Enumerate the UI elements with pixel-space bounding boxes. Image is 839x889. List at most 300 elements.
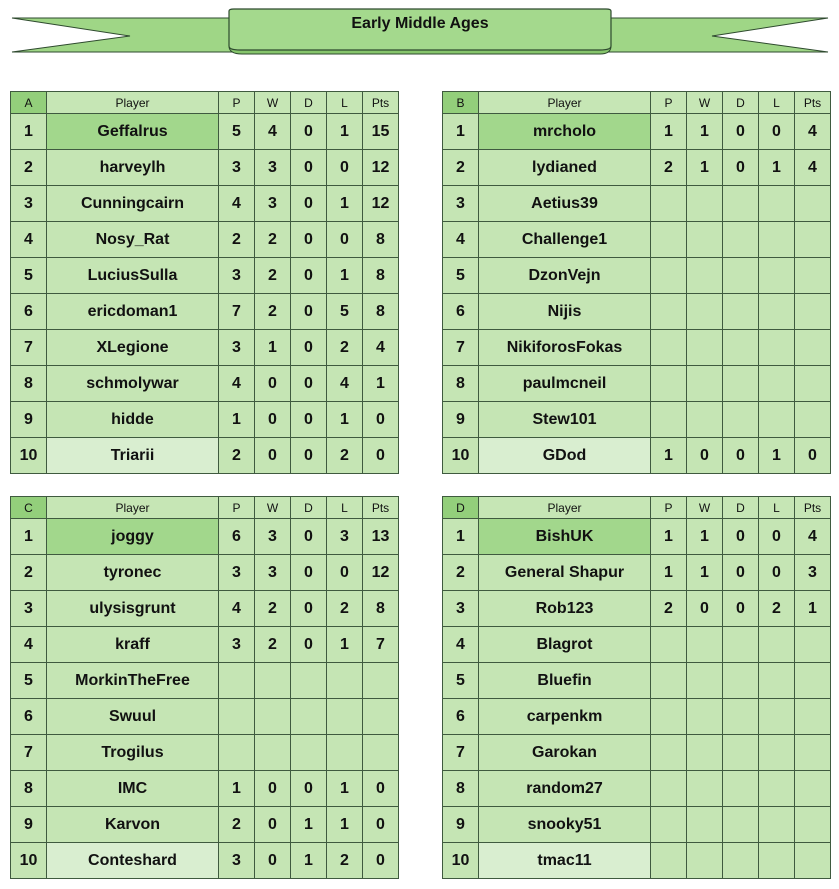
- column-header-l: L: [759, 92, 795, 114]
- stat-w: 3: [255, 519, 291, 555]
- standings-row: [11, 186, 399, 222]
- stat-pts: [363, 735, 399, 771]
- stat-pts: 4: [795, 519, 831, 555]
- standings-row: [11, 258, 399, 294]
- stat-p: 1: [651, 555, 687, 591]
- rank-cell: 7: [443, 735, 479, 771]
- stat-p: 4: [219, 366, 255, 402]
- rank-cell: 1: [443, 519, 479, 555]
- stat-pts: 4: [795, 150, 831, 186]
- standings-row: [443, 114, 831, 150]
- stat-p: 4: [219, 186, 255, 222]
- column-header-p: P: [651, 92, 687, 114]
- standings-row: [443, 438, 831, 474]
- stat-p: 7: [219, 294, 255, 330]
- stat-pts: [795, 771, 831, 807]
- title-banner: [0, 0, 839, 60]
- stat-p: 3: [219, 150, 255, 186]
- stat-w: [687, 627, 723, 663]
- player-name: GDod: [479, 438, 651, 474]
- stat-w: [687, 366, 723, 402]
- standings-row: [443, 771, 831, 807]
- column-header-pts: Pts: [795, 92, 831, 114]
- stat-p: [651, 186, 687, 222]
- group-letter: C: [11, 497, 47, 519]
- player-name: Stew101: [479, 402, 651, 438]
- rank-cell: 3: [11, 591, 47, 627]
- stat-p: [219, 699, 255, 735]
- group-table-d: [442, 496, 831, 879]
- standings-row: [11, 150, 399, 186]
- column-header-d: D: [723, 92, 759, 114]
- group-letter: A: [11, 92, 47, 114]
- player-name: Conteshard: [47, 843, 219, 879]
- rank-cell: 9: [443, 402, 479, 438]
- stat-w: 1: [687, 114, 723, 150]
- column-header-w: W: [255, 497, 291, 519]
- rank-cell: 3: [11, 186, 47, 222]
- stat-l: [759, 735, 795, 771]
- player-name: carpenkm: [479, 699, 651, 735]
- stat-p: 6: [219, 519, 255, 555]
- stat-d: [723, 222, 759, 258]
- stat-pts: [795, 366, 831, 402]
- stat-p: 2: [651, 150, 687, 186]
- stat-p: 3: [219, 843, 255, 879]
- stat-w: 0: [687, 591, 723, 627]
- group-letter: D: [443, 497, 479, 519]
- stat-w: [687, 222, 723, 258]
- stat-d: 0: [291, 258, 327, 294]
- stat-l: [759, 330, 795, 366]
- standings-row: [443, 663, 831, 699]
- stat-pts: 12: [363, 555, 399, 591]
- stat-w: [687, 258, 723, 294]
- stat-pts: 1: [795, 591, 831, 627]
- stat-pts: 8: [363, 294, 399, 330]
- stat-l: [759, 294, 795, 330]
- stat-d: 0: [723, 114, 759, 150]
- stat-p: 5: [219, 114, 255, 150]
- column-header-player: Player: [479, 497, 651, 519]
- standings-row: [443, 366, 831, 402]
- group-letter: B: [443, 92, 479, 114]
- stat-l: [759, 663, 795, 699]
- stat-w: 2: [255, 294, 291, 330]
- player-name: ericdoman1: [47, 294, 219, 330]
- stat-p: [651, 699, 687, 735]
- stat-w: 2: [255, 627, 291, 663]
- player-name: tyronec: [47, 555, 219, 591]
- stat-d: 0: [291, 186, 327, 222]
- rank-cell: 7: [11, 735, 47, 771]
- column-header-d: D: [723, 497, 759, 519]
- stat-d: [723, 402, 759, 438]
- stat-d: [723, 258, 759, 294]
- stat-l: [759, 699, 795, 735]
- rank-cell: 3: [443, 591, 479, 627]
- stat-l: 1: [327, 627, 363, 663]
- rank-cell: 7: [11, 330, 47, 366]
- rank-cell: 4: [11, 627, 47, 663]
- player-name: Garokan: [479, 735, 651, 771]
- stat-l: 2: [327, 330, 363, 366]
- stat-w: 1: [687, 150, 723, 186]
- stat-d: 0: [291, 402, 327, 438]
- stat-d: [723, 186, 759, 222]
- header-row: [11, 92, 399, 114]
- rank-cell: 5: [443, 663, 479, 699]
- player-name: Challenge1: [479, 222, 651, 258]
- column-header-d: D: [291, 497, 327, 519]
- standings-row: [11, 591, 399, 627]
- stat-pts: 12: [363, 150, 399, 186]
- stat-p: [651, 735, 687, 771]
- stat-l: [327, 735, 363, 771]
- standings-row: [443, 150, 831, 186]
- standings-row: [443, 330, 831, 366]
- stat-pts: 0: [363, 807, 399, 843]
- stat-w: 3: [255, 186, 291, 222]
- standings-row: [11, 771, 399, 807]
- rank-cell: 9: [11, 807, 47, 843]
- stat-d: 0: [723, 438, 759, 474]
- standings-row: [443, 258, 831, 294]
- stat-l: 4: [327, 366, 363, 402]
- player-name: IMC: [47, 771, 219, 807]
- stat-p: 3: [219, 330, 255, 366]
- stat-w: [255, 663, 291, 699]
- column-header-player: Player: [47, 497, 219, 519]
- standings-row: [11, 663, 399, 699]
- column-header-w: W: [687, 92, 723, 114]
- player-name: Blagrot: [479, 627, 651, 663]
- rank-cell: 4: [443, 627, 479, 663]
- stat-d: 0: [291, 294, 327, 330]
- stat-d: 0: [291, 771, 327, 807]
- stat-p: 3: [219, 258, 255, 294]
- stat-w: [687, 699, 723, 735]
- stat-p: 1: [651, 519, 687, 555]
- standings-row: [11, 114, 399, 150]
- stat-pts: 15: [363, 114, 399, 150]
- stat-pts: 0: [363, 438, 399, 474]
- stat-w: 3: [255, 150, 291, 186]
- stat-d: [723, 366, 759, 402]
- stat-p: 1: [651, 114, 687, 150]
- group-table-b: [442, 91, 831, 474]
- column-header-pts: Pts: [363, 497, 399, 519]
- standings-row: [443, 519, 831, 555]
- player-name: Nosy_Rat: [47, 222, 219, 258]
- standings-row: [443, 807, 831, 843]
- player-name: Aetius39: [479, 186, 651, 222]
- standings-row: [11, 402, 399, 438]
- rank-cell: 6: [11, 294, 47, 330]
- header-row: [443, 92, 831, 114]
- stat-p: [219, 735, 255, 771]
- column-header-d: D: [291, 92, 327, 114]
- stat-d: [291, 663, 327, 699]
- stat-p: [219, 663, 255, 699]
- stat-w: [687, 771, 723, 807]
- rank-cell: 2: [443, 150, 479, 186]
- stat-pts: [795, 627, 831, 663]
- stat-d: 1: [291, 843, 327, 879]
- stat-p: [651, 330, 687, 366]
- stat-pts: 8: [363, 591, 399, 627]
- standings-row: [11, 330, 399, 366]
- rank-cell: 8: [443, 771, 479, 807]
- stat-d: 0: [723, 150, 759, 186]
- player-name: snooky51: [479, 807, 651, 843]
- column-header-player: Player: [47, 92, 219, 114]
- stat-p: [651, 663, 687, 699]
- rank-cell: 10: [11, 843, 47, 879]
- standings-row: [443, 402, 831, 438]
- stat-p: 2: [219, 807, 255, 843]
- stat-d: [723, 627, 759, 663]
- stat-pts: 3: [795, 555, 831, 591]
- stat-l: 1: [759, 438, 795, 474]
- stat-p: [651, 294, 687, 330]
- stat-w: 0: [255, 438, 291, 474]
- stat-d: 0: [291, 555, 327, 591]
- stat-d: 0: [291, 438, 327, 474]
- stat-l: [759, 222, 795, 258]
- player-name: Trogilus: [47, 735, 219, 771]
- stat-w: 4: [255, 114, 291, 150]
- stat-l: 0: [759, 519, 795, 555]
- stat-d: 0: [291, 114, 327, 150]
- stat-l: [759, 807, 795, 843]
- player-name: Rob123: [479, 591, 651, 627]
- stat-l: [759, 366, 795, 402]
- stat-w: [255, 699, 291, 735]
- rank-cell: 4: [11, 222, 47, 258]
- stat-pts: [795, 330, 831, 366]
- player-name: harveylh: [47, 150, 219, 186]
- player-name: Swuul: [47, 699, 219, 735]
- player-name: XLegione: [47, 330, 219, 366]
- stat-p: [651, 627, 687, 663]
- stat-d: [723, 735, 759, 771]
- rank-cell: 1: [11, 114, 47, 150]
- player-name: Triarii: [47, 438, 219, 474]
- standings-row: [443, 843, 831, 879]
- stat-l: 0: [759, 555, 795, 591]
- stat-d: [723, 843, 759, 879]
- stat-d: 0: [291, 591, 327, 627]
- player-name: Bluefin: [479, 663, 651, 699]
- stat-p: [651, 258, 687, 294]
- stat-d: 0: [291, 330, 327, 366]
- stat-w: 3: [255, 555, 291, 591]
- stat-d: 0: [723, 555, 759, 591]
- stat-w: [255, 735, 291, 771]
- stat-l: [759, 771, 795, 807]
- stat-p: [651, 366, 687, 402]
- stat-p: 1: [651, 438, 687, 474]
- stat-d: 0: [291, 519, 327, 555]
- stat-p: 1: [219, 771, 255, 807]
- rank-cell: 4: [443, 222, 479, 258]
- stat-d: [291, 699, 327, 735]
- standings-row: [11, 735, 399, 771]
- rank-cell: 9: [11, 402, 47, 438]
- stat-w: 2: [255, 222, 291, 258]
- player-name: mrcholo: [479, 114, 651, 150]
- stat-l: 1: [327, 258, 363, 294]
- stat-w: 1: [687, 519, 723, 555]
- stat-w: 0: [255, 366, 291, 402]
- player-name: paulmcneil: [479, 366, 651, 402]
- column-header-pts: Pts: [795, 497, 831, 519]
- stat-w: [687, 663, 723, 699]
- header-row: [443, 497, 831, 519]
- stat-l: [759, 258, 795, 294]
- stat-pts: 7: [363, 627, 399, 663]
- stat-pts: [795, 294, 831, 330]
- stat-w: [687, 807, 723, 843]
- standings-row: [11, 222, 399, 258]
- stat-pts: [795, 807, 831, 843]
- stat-pts: 0: [363, 402, 399, 438]
- stat-pts: [795, 258, 831, 294]
- player-name: BishUK: [479, 519, 651, 555]
- standings-row: [443, 591, 831, 627]
- stat-d: [723, 807, 759, 843]
- stat-pts: 4: [363, 330, 399, 366]
- group-table-c: [10, 496, 399, 879]
- column-header-l: L: [327, 92, 363, 114]
- group-table-a: [10, 91, 399, 474]
- rank-cell: 9: [443, 807, 479, 843]
- standings-row: [11, 807, 399, 843]
- player-name: lydianed: [479, 150, 651, 186]
- player-name: Geffalrus: [47, 114, 219, 150]
- player-name: kraff: [47, 627, 219, 663]
- rank-cell: 6: [11, 699, 47, 735]
- player-name: joggy: [47, 519, 219, 555]
- stat-l: 3: [327, 519, 363, 555]
- standings-row: [443, 735, 831, 771]
- stat-l: 2: [759, 591, 795, 627]
- stat-l: [759, 627, 795, 663]
- column-header-l: L: [759, 497, 795, 519]
- stat-pts: 8: [363, 258, 399, 294]
- rank-cell: 8: [443, 366, 479, 402]
- stat-w: [687, 843, 723, 879]
- stat-w: 2: [255, 591, 291, 627]
- standings-row: [11, 627, 399, 663]
- standings-row: [443, 294, 831, 330]
- stat-l: 1: [327, 186, 363, 222]
- stat-w: 0: [687, 438, 723, 474]
- player-name: tmac11: [479, 843, 651, 879]
- stat-pts: 8: [363, 222, 399, 258]
- player-name: NikiforosFokas: [479, 330, 651, 366]
- player-name: General Shapur: [479, 555, 651, 591]
- rank-cell: 5: [11, 258, 47, 294]
- standings-row: [11, 366, 399, 402]
- stat-d: [723, 663, 759, 699]
- column-header-p: P: [651, 497, 687, 519]
- stat-p: 4: [219, 591, 255, 627]
- stat-l: 1: [327, 114, 363, 150]
- player-name: LuciusSulla: [47, 258, 219, 294]
- stat-d: [723, 771, 759, 807]
- stat-d: 0: [291, 150, 327, 186]
- rank-cell: 10: [443, 438, 479, 474]
- stat-pts: [363, 663, 399, 699]
- stat-pts: [795, 186, 831, 222]
- header-row: [11, 497, 399, 519]
- stat-l: 2: [327, 843, 363, 879]
- player-name: DzonVejn: [479, 258, 651, 294]
- rank-cell: 6: [443, 294, 479, 330]
- stat-p: [651, 807, 687, 843]
- stat-l: [759, 843, 795, 879]
- stat-pts: [795, 735, 831, 771]
- rank-cell: 2: [443, 555, 479, 591]
- stat-pts: 0: [795, 438, 831, 474]
- stat-pts: 12: [363, 186, 399, 222]
- stat-w: 0: [255, 843, 291, 879]
- stat-w: [687, 402, 723, 438]
- stat-pts: 1: [363, 366, 399, 402]
- stat-pts: 0: [363, 843, 399, 879]
- standings-row: [443, 222, 831, 258]
- standings-row: [11, 843, 399, 879]
- stat-p: [651, 222, 687, 258]
- column-header-player: Player: [479, 92, 651, 114]
- stat-pts: [795, 222, 831, 258]
- rank-cell: 5: [443, 258, 479, 294]
- rank-cell: 10: [11, 438, 47, 474]
- stat-pts: [795, 663, 831, 699]
- column-header-l: L: [327, 497, 363, 519]
- standings-row: [443, 699, 831, 735]
- stat-w: 0: [255, 402, 291, 438]
- rank-cell: 3: [443, 186, 479, 222]
- stat-pts: 0: [363, 771, 399, 807]
- rank-cell: 5: [11, 663, 47, 699]
- stat-l: 1: [327, 402, 363, 438]
- stat-w: 1: [255, 330, 291, 366]
- stat-d: 0: [291, 366, 327, 402]
- stat-w: 2: [255, 258, 291, 294]
- column-header-p: P: [219, 92, 255, 114]
- stat-d: [723, 699, 759, 735]
- stat-d: [723, 330, 759, 366]
- stat-l: 1: [327, 771, 363, 807]
- stat-l: 2: [327, 438, 363, 474]
- stat-d: 0: [291, 627, 327, 663]
- column-header-w: W: [255, 92, 291, 114]
- player-name: Karvon: [47, 807, 219, 843]
- stat-p: 3: [219, 555, 255, 591]
- stat-d: [723, 294, 759, 330]
- stat-l: 0: [327, 555, 363, 591]
- player-name: Cunningcairn: [47, 186, 219, 222]
- stat-l: 1: [759, 150, 795, 186]
- stat-p: 3: [219, 627, 255, 663]
- rank-cell: 2: [11, 555, 47, 591]
- stat-l: [759, 186, 795, 222]
- stat-p: 2: [219, 438, 255, 474]
- stat-d: 0: [723, 591, 759, 627]
